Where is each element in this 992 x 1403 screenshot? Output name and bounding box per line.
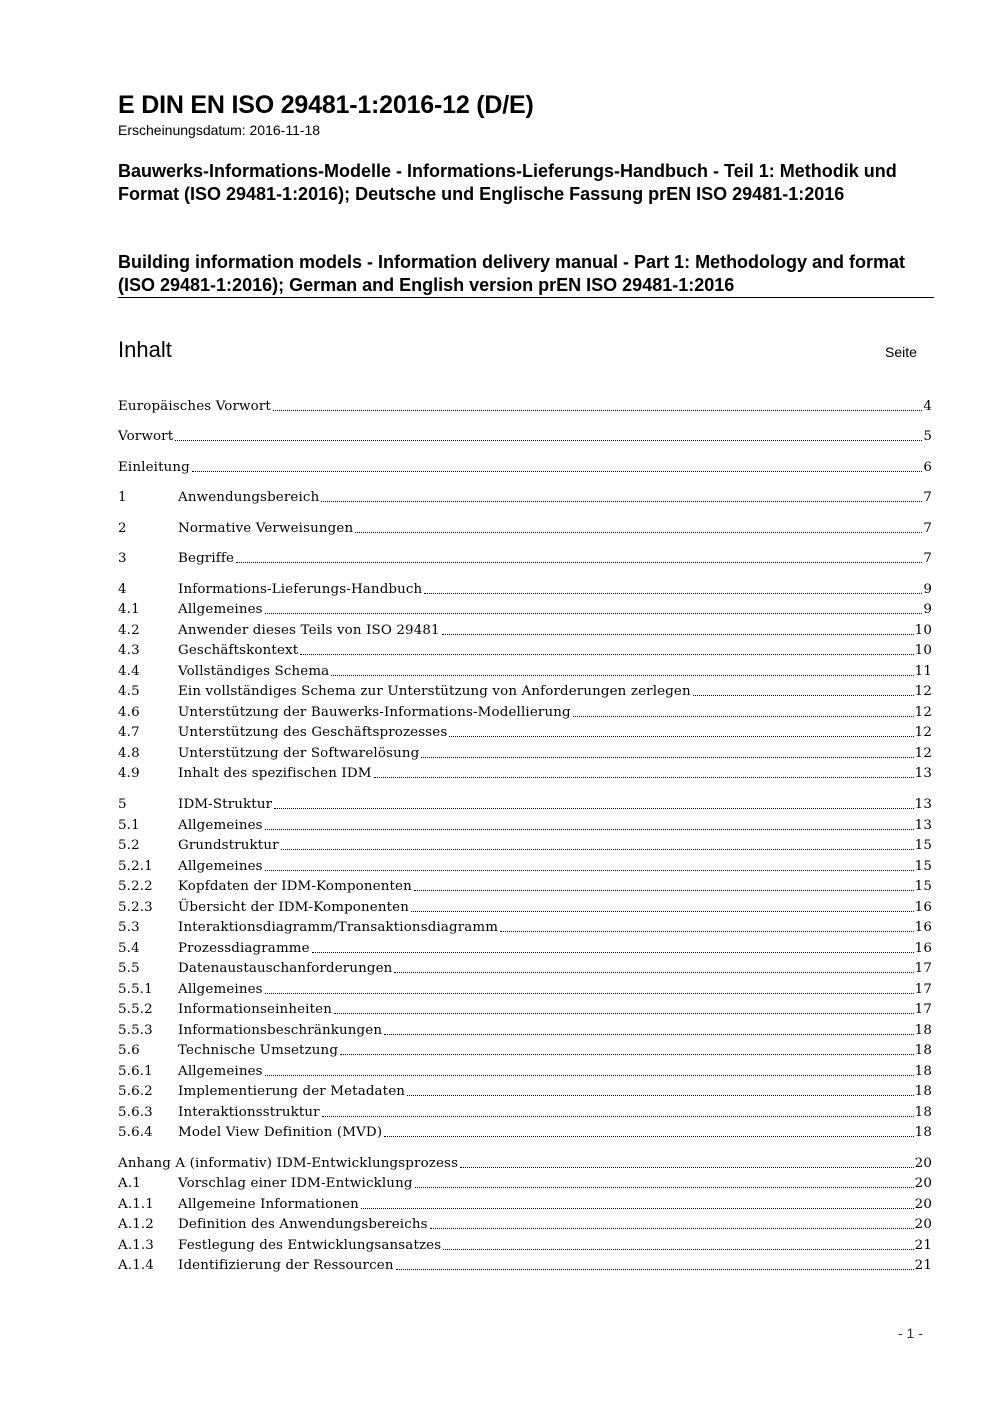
toc-entry-page: 13: [914, 797, 932, 812]
toc-entry-page: 12: [914, 705, 932, 720]
toc-entry-number: 4.5: [118, 684, 140, 699]
toc-entry[interactable]: [118, 619, 932, 639]
toc-dot-leader: [331, 675, 913, 676]
document-id: E DIN EN ISO 29481-1:2016-12 (D/E): [118, 91, 534, 119]
toc-entry-title: Informations-Lieferungs-Handbuch: [178, 582, 423, 597]
toc-entry-page: 18: [914, 1043, 932, 1058]
toc-entry-title: Identifizierung der Ressourcen: [178, 1258, 394, 1273]
toc-entry-title: Geschäftskontext: [178, 643, 299, 658]
toc-dot-leader: [355, 532, 922, 533]
toc-entry[interactable]: [118, 1254, 932, 1274]
toc-entry-title: Anwender dieses Teils von ISO 29481: [178, 623, 440, 638]
toc-entry-number: 4: [118, 582, 127, 597]
toc-entry-number: 4.6: [118, 705, 140, 720]
toc-dot-leader: [407, 1095, 914, 1096]
toc-entry[interactable]: [118, 1152, 932, 1172]
toc-entry-page: 9: [923, 602, 932, 617]
toc-entry-page: 15: [914, 879, 932, 894]
footer-page-number: - 1 -: [898, 1325, 923, 1341]
toc-entry-number: 1: [118, 490, 127, 505]
toc-entry[interactable]: [118, 721, 932, 741]
toc-entry-title: Ein vollständiges Schema zur Unterstützung von Anforderungen zerlegen: [178, 684, 691, 699]
toc-entry-number: 5.6.1: [118, 1064, 153, 1079]
toc-entry[interactable]: [118, 762, 932, 782]
toc-entry-page: 20: [914, 1197, 932, 1212]
toc-entry-title: Begriffe: [178, 551, 235, 566]
toc-dot-leader: [281, 849, 914, 850]
toc-entry-page: 21: [914, 1258, 932, 1273]
toc-dot-leader: [693, 695, 914, 696]
toc-entry[interactable]: [118, 916, 932, 936]
toc-dot-leader: [573, 716, 914, 717]
toc-entry-page: 5: [923, 429, 932, 444]
toc-entry-title: Allgemeines: [178, 818, 263, 833]
toc-dot-leader: [265, 870, 914, 871]
toc-entry-title: IDM-Struktur: [178, 797, 273, 812]
toc-dot-leader: [443, 1249, 913, 1250]
toc-dot-leader: [265, 993, 914, 994]
toc-entry[interactable]: [118, 1172, 932, 1192]
toc-entry-page: 11: [914, 664, 932, 679]
toc-entry-title: Inhalt des spezifischen IDM: [178, 766, 372, 781]
toc-entry[interactable]: [118, 1213, 932, 1233]
toc-entry-page: 18: [914, 1064, 932, 1079]
toc-entry-title: Allgemeines: [178, 859, 263, 874]
toc-entry-number: A.1.3: [118, 1238, 154, 1253]
toc-dot-leader: [384, 1034, 914, 1035]
toc-dot-leader: [449, 736, 913, 737]
toc-entry-number: 4.3: [118, 643, 140, 658]
toc-dot-leader: [396, 1269, 914, 1270]
toc-dot-leader: [274, 808, 913, 809]
toc-entry[interactable]: [118, 875, 932, 895]
toc-entry[interactable]: [118, 660, 932, 680]
toc-entry-title: Unterstützung des Geschäftsprozesses: [178, 725, 448, 740]
toc-entry-title: Grundstruktur: [178, 838, 279, 853]
toc-entry-page: 18: [914, 1023, 932, 1038]
toc-entry-number: 5.2.1: [118, 859, 153, 874]
toc-entry-title: Anhang A (informativ) IDM-Entwicklungsprozess: [118, 1156, 459, 1171]
toc-entry[interactable]: [118, 1234, 932, 1254]
toc-entry[interactable]: [118, 701, 932, 721]
toc-entry-number: 5.3: [118, 920, 140, 935]
toc-dot-leader: [312, 952, 914, 953]
toc-entry-number: 5.2.2: [118, 879, 153, 894]
toc-entry-title: Vorwort: [118, 429, 174, 444]
toc-entry[interactable]: [118, 456, 932, 476]
toc-entry-title: Festlegung des Entwicklungsansatzes: [178, 1238, 442, 1253]
toc-entry-number: 5.1: [118, 818, 140, 833]
toc-entry-title: Interaktionsdiagramm/Transaktionsdiagramm: [178, 920, 499, 935]
toc-dot-leader: [442, 634, 914, 635]
toc-entry-page: 12: [914, 684, 932, 699]
toc-entry[interactable]: [118, 957, 932, 977]
toc-entry-page: 6: [923, 460, 932, 475]
toc-entry-title: Allgemeines: [178, 982, 263, 997]
toc-dot-leader: [334, 1013, 914, 1014]
toc-entry[interactable]: [118, 742, 932, 762]
toc-dot-leader: [414, 890, 914, 891]
toc-dot-leader: [424, 593, 922, 594]
toc-dot-leader: [415, 1187, 914, 1188]
toc-entry-page: 21: [914, 1238, 932, 1253]
toc-entry-title: Einleitung: [118, 460, 190, 475]
toc-entry-title: Übersicht der IDM-Komponenten: [178, 900, 410, 915]
title-english: Building information models - Information delivery manual - Part 1: Methodology and format (ISO 29481-1:2016); German and English version prEN ISO 29481-1:2016: [118, 252, 906, 295]
toc-entry-title: Informationseinheiten: [178, 1002, 332, 1017]
toc-entry-page: 7: [923, 551, 932, 566]
toc-entry-title: Definition des Anwendungsbereichs: [178, 1217, 428, 1232]
toc-entry-number: 5.5.3: [118, 1023, 153, 1038]
toc-entry-number: 5.2.3: [118, 900, 153, 915]
toc-entry-page: 15: [914, 838, 932, 853]
toc-entry-title: Vorschlag einer IDM-Entwicklung: [178, 1176, 413, 1191]
toc-entry-number: 4.2: [118, 623, 140, 638]
toc-heading: Inhalt: [118, 337, 172, 362]
toc-entry-page: 20: [914, 1156, 932, 1171]
publication-date: Erscheinungsdatum: 2016-11-18: [118, 122, 321, 138]
toc-entry-number: A.1.2: [118, 1217, 154, 1232]
toc-entry[interactable]: [118, 1101, 932, 1121]
toc-dot-leader: [265, 1075, 914, 1076]
toc-entry[interactable]: [118, 937, 932, 957]
toc-entry-number: 5.6: [118, 1043, 140, 1058]
toc-entry[interactable]: [118, 425, 932, 445]
toc-dot-leader: [322, 1116, 914, 1117]
toc-entry-page: 7: [923, 490, 932, 505]
toc-entry-title: Normative Verweisungen: [178, 521, 354, 536]
toc-dot-leader: [384, 1136, 913, 1137]
toc-entry-number: 4.9: [118, 766, 140, 781]
toc-entry-number: 5: [118, 797, 127, 812]
toc-entry-page: 9: [923, 582, 932, 597]
toc-entry-number: 4.7: [118, 725, 140, 740]
toc-entry[interactable]: [118, 517, 932, 537]
toc-entry[interactable]: [118, 814, 932, 834]
toc-entry-title: Informationsbeschränkungen: [178, 1023, 383, 1038]
toc-dot-leader: [430, 1228, 914, 1229]
toc-entry-number: 5.5.2: [118, 1002, 153, 1017]
toc-entry-page: 4: [923, 399, 932, 414]
toc-entry-page: 16: [914, 941, 932, 956]
toc-entry-page: 20: [914, 1176, 932, 1191]
toc-entry[interactable]: [118, 1060, 932, 1080]
toc-entry-page: 18: [914, 1125, 932, 1140]
toc-entry[interactable]: [118, 547, 932, 567]
toc-entry-number: 2: [118, 521, 127, 536]
toc-entry[interactable]: [118, 998, 932, 1018]
toc-entry-page: 17: [914, 1002, 932, 1017]
toc-entry-page: 15: [914, 859, 932, 874]
toc-entry-page: 13: [914, 818, 932, 833]
toc-entry-title: Interaktionsstruktur: [178, 1105, 320, 1120]
toc-entry[interactable]: [118, 1193, 932, 1213]
toc-entry-page: 18: [914, 1084, 932, 1099]
toc-entry[interactable]: [118, 486, 932, 506]
title-german: Bauwerks-Informations-Modelle - Informations-Lieferungs-Handbuch - Teil 1: Methodik und Format (ISO 29481-1:2016); Deutsche und Englische Fassung prEN ISO 29481-1:2016: [118, 161, 897, 204]
toc-dot-leader: [394, 972, 913, 973]
title-divider: [118, 297, 934, 298]
toc-entry[interactable]: [118, 680, 932, 700]
toc-entry[interactable]: [118, 1039, 932, 1059]
toc-dot-leader: [321, 501, 922, 502]
toc-entry-title: Kopfdaten der IDM-Komponenten: [178, 879, 412, 894]
toc-entry-page: 17: [914, 982, 932, 997]
toc-entry-number: A.1.4: [118, 1258, 154, 1273]
toc-entry-page: 7: [923, 521, 932, 536]
toc-dot-leader: [421, 757, 913, 758]
toc-entry-title: Anwendungsbereich: [178, 490, 320, 505]
toc-entry[interactable]: [118, 639, 932, 659]
toc-entry-page: 13: [914, 766, 932, 781]
toc-entry-page: 10: [914, 643, 932, 658]
toc-entry-title: Europäisches Vorwort: [118, 399, 271, 414]
toc-entry-number: 5.6.3: [118, 1105, 153, 1120]
toc-entry[interactable]: [118, 1019, 932, 1039]
toc-entry-number: 4.1: [118, 602, 140, 617]
toc-dot-leader: [265, 829, 914, 830]
toc-dot-leader: [411, 911, 914, 912]
toc-entry-page: 18: [914, 1105, 932, 1120]
toc-entry[interactable]: [118, 834, 932, 854]
toc-entry[interactable]: [118, 855, 932, 875]
toc-entry[interactable]: [118, 395, 932, 415]
toc-entry-title: Unterstützung der Softwarelösung: [178, 746, 420, 761]
toc-dot-leader: [236, 562, 922, 563]
toc-dot-leader: [265, 613, 923, 614]
toc-entry-title: Prozessdiagramme: [178, 941, 310, 956]
toc-dot-leader: [300, 654, 913, 655]
toc-entry-number: 5.2: [118, 838, 140, 853]
toc-entry-page: 17: [914, 961, 932, 976]
toc-entry-number: A.1.1: [118, 1197, 154, 1212]
toc-entry-number: 4.8: [118, 746, 140, 761]
toc-entry[interactable]: [118, 793, 932, 813]
toc-entry-title: Datenaustauschanforderungen: [178, 961, 393, 976]
toc-entry-number: 3: [118, 551, 127, 566]
toc-entry[interactable]: [118, 1121, 932, 1141]
toc-entry[interactable]: [118, 1080, 932, 1100]
toc-entry-title: Unterstützung der Bauwerks-Informations-Modellierung: [178, 705, 571, 720]
toc-entry-number: 5.4: [118, 941, 140, 956]
toc-entry-title: Vollständiges Schema: [178, 664, 330, 679]
toc-dot-leader: [340, 1054, 914, 1055]
toc-dot-leader: [374, 777, 914, 778]
toc-entry-number: 5.5.1: [118, 982, 153, 997]
toc-entry-page: 12: [914, 746, 932, 761]
toc-entry-page: 12: [914, 725, 932, 740]
toc-entry-number: 5.6.2: [118, 1084, 153, 1099]
toc-entry-page: 16: [914, 900, 932, 915]
toc-entry-number: 5.5: [118, 961, 140, 976]
toc-dot-leader: [273, 410, 922, 411]
toc-dot-leader: [361, 1208, 914, 1209]
toc-entry[interactable]: [118, 978, 932, 998]
toc-entry-page: 16: [914, 920, 932, 935]
toc-entry[interactable]: [118, 896, 932, 916]
toc-entry-page: 20: [914, 1217, 932, 1232]
toc-entry-title: Implementierung der Metadaten: [178, 1084, 406, 1099]
toc-entry-number: 4.4: [118, 664, 140, 679]
toc-entry-title: Allgemeines: [178, 1064, 263, 1079]
toc-entry-number: A.1: [118, 1176, 141, 1191]
toc-entry-number: 5.6.4: [118, 1125, 153, 1140]
toc-dot-leader: [500, 931, 914, 932]
toc-entry-title: Model View Definition (MVD): [178, 1125, 383, 1140]
toc-entry-title: Allgemeines: [178, 602, 263, 617]
toc-entry-page: 10: [914, 623, 932, 638]
toc-dot-leader: [192, 471, 922, 472]
toc-page-label: Seite: [885, 344, 917, 360]
toc-entry[interactable]: [118, 598, 932, 618]
toc-entry-title: Allgemeine Informationen: [178, 1197, 359, 1212]
toc-entry[interactable]: [118, 578, 932, 598]
toc-entry-title: Technische Umsetzung: [178, 1043, 339, 1058]
toc-dot-leader: [460, 1167, 914, 1168]
toc-dot-leader: [175, 440, 922, 441]
